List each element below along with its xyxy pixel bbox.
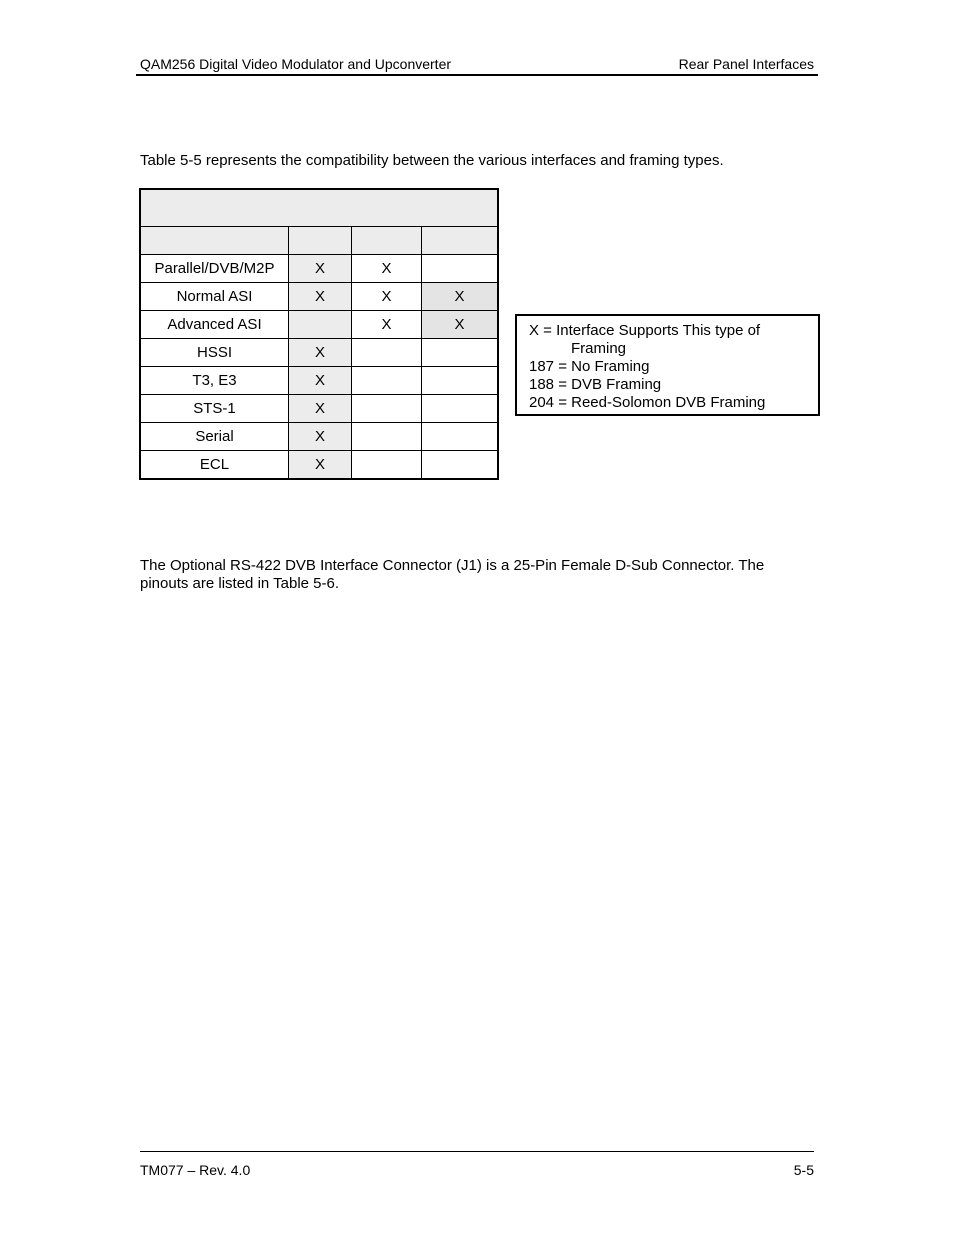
- framing-188-cell: [352, 339, 422, 367]
- framing-187-cell: X: [289, 451, 352, 480]
- interface-cell: ECL: [140, 451, 289, 480]
- footer-page-number: 5-5: [793, 1162, 814, 1178]
- interface-cell: T3, E3: [140, 367, 289, 395]
- legend-line: 188 = DVB Framing: [529, 376, 662, 393]
- framing-188-cell: [352, 423, 422, 451]
- legend-line: X = Interface Supports This type of: [529, 322, 761, 339]
- column-header: [422, 227, 499, 255]
- interface-cell: Parallel/DVB/M2P: [140, 255, 289, 283]
- framing-187-cell: X: [289, 423, 352, 451]
- framing-204-cell: X: [422, 311, 499, 339]
- legend-line: 204 = Reed-Solomon DVB Framing: [529, 394, 766, 411]
- framing-204-cell: X: [422, 283, 499, 311]
- framing-187-cell: X: [289, 255, 352, 283]
- page-header-right: Rear Panel Interfaces: [678, 56, 814, 72]
- header-divider: [136, 74, 818, 76]
- framing-legend: [515, 314, 820, 416]
- framing-187-cell: X: [289, 339, 352, 367]
- framing-187-cell: X: [289, 367, 352, 395]
- framing-188-cell: [352, 367, 422, 395]
- framing-204-cell: [422, 367, 499, 395]
- interface-cell: HSSI: [140, 339, 289, 367]
- legend-line: 187 = No Framing: [529, 358, 650, 375]
- framing-188-cell: X: [352, 283, 422, 311]
- interface-cell: Normal ASI: [140, 283, 289, 311]
- framing-204-cell: [422, 395, 499, 423]
- connector-paragraph: The Optional RS-422 DVB Interface Connector (J1) is a 25-Pin Female D-Sub Connector. The pinouts are listed in Table 5-6.: [140, 557, 765, 592]
- footer-divider: [140, 1151, 814, 1152]
- framing-187-cell: X: [289, 395, 352, 423]
- table-row: [140, 283, 498, 311]
- table-row: [140, 311, 498, 339]
- column-header: [140, 227, 289, 255]
- table-row: [140, 339, 498, 367]
- table-row: [140, 451, 498, 480]
- framing-188-cell: X: [352, 311, 422, 339]
- framing-188-cell: X: [352, 255, 422, 283]
- interface-cell: Advanced ASI: [140, 311, 289, 339]
- page-header-left: QAM256 Digital Video Modulator and Upconverter: [140, 56, 452, 72]
- table-row: [140, 255, 498, 283]
- footer-doc-id: TM077 – Rev. 4.0: [140, 1162, 251, 1178]
- intro-text: Table 5-5 represents the compatibility between the various interfaces and framing types.: [140, 152, 724, 169]
- framing-204-cell: [422, 339, 499, 367]
- legend-line: Framing: [571, 340, 627, 357]
- framing-204-cell: [422, 423, 499, 451]
- framing-188-cell: [352, 395, 422, 423]
- framing-187-cell: X: [289, 283, 352, 311]
- table-row: [140, 367, 498, 395]
- framing-204-cell: [422, 255, 499, 283]
- table-title: [140, 189, 498, 227]
- column-header: [352, 227, 422, 255]
- compatibility-table: [139, 188, 499, 480]
- interface-cell: Serial: [140, 423, 289, 451]
- framing-204-cell: [422, 451, 499, 480]
- framing-188-cell: [352, 451, 422, 480]
- column-header: [289, 227, 352, 255]
- table-row: [140, 395, 498, 423]
- interface-cell: STS-1: [140, 395, 289, 423]
- table-row: [140, 423, 498, 451]
- framing-187-cell: [289, 311, 352, 339]
